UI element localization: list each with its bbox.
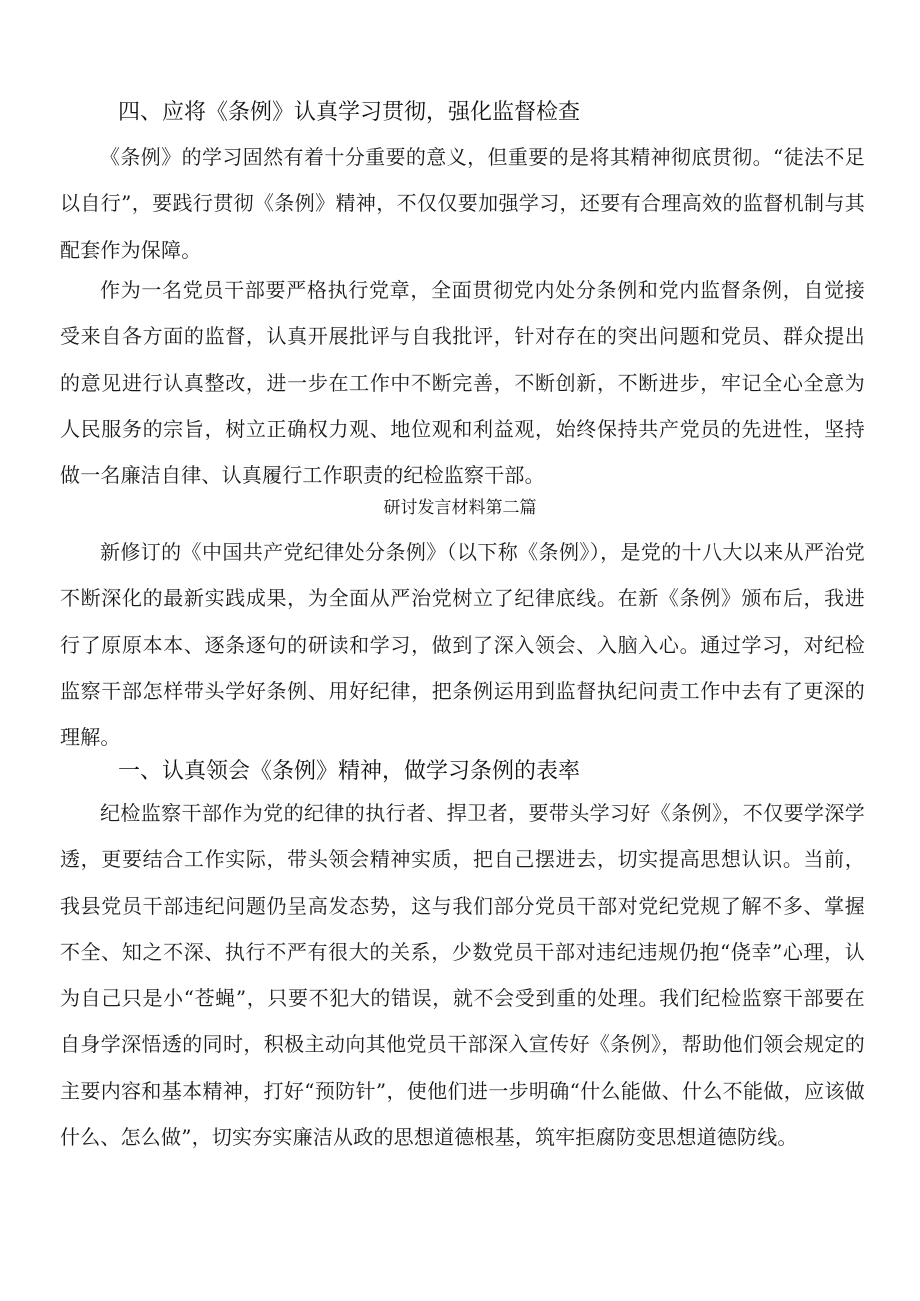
section-heading-4: 四、应将《条例》认真学习贯彻，强化监督检查 (118, 100, 581, 125)
article-title: 研讨发言材料第二篇 (383, 498, 537, 518)
paragraph-1-body: 纪检监察干部作为党的纪律的执行者、捍卫者，要带头学习好《条例》，不仅要学深学透，更要结合工作实际，带头领会精神实质，把自己摆进去，切实提高思想认识。当前，我县党员干部违纪问题仍呈高发态势，这与我们部分党员干部对党纪党规了解不多、掌握不全、知之不深、执行不严有很大的关系，少数党员干部对违纪违规仍抱“侥幸”心理，认为自己只是小“苍蝇”，只要不犯大的错误，就不会受到重的处理。我们纪检监察干部要在自身学深悟透的同时，积极主动向其他党员干部深入宣传好《条例》，帮助他们领会规定的主要内容和基本精神，打好“预防针”，使他们进一步明确“什么能做、什么不能做，应该做什么、怎么做”，切实夯实廉洁从政的思想道德根基，筑牢拒腐防变思想道德防线。 (60, 801, 865, 1150)
paragraph-4-2: 作为一名党员干部要严格执行党章，全面贯彻党内处分条例和党内监督条例，自觉接受来自各方面的监督，认真开展批评与自我批评，针对存在的突出问题和党员、群众提出的意见进行认真整改，进一步在工作中不断完善，不断创新，不断进步，牢记全心全意为人民服务的宗旨，树立正确权力观、地位观和利益观，始终保持共产党员的先进性，坚持做一名廉洁自律、认真履行工作职责的纪检监察干部。 (60, 278, 865, 488)
paragraph-4-1: 《条例》的学习固然有着十分重要的意义，但重要的是将其精神彻底贯彻。“徒法不足以自行”，要践行贯彻《条例》精神，不仅仅要加强学习，还要有合理高效的监督机制与其配套作为保障。 (60, 145, 865, 262)
paragraph-intro: 新修订的《中国共产党纪律处分条例》（以下称《条例》），是党的十八大以来从严治党不断深化的最新实践成果，为全面从严治党树立了纪律底线。在新《条例》颁布后，我进行了原原本本、逐条逐句的研读和学习，做到了深入领会、入脑入心。通过学习，对纪检监察干部怎样带头学好条例、用好纪律，把条例运用到监督执纪问责工作中去有了更深的理解。 (60, 540, 865, 750)
section-heading-1: 一、认真领会《条例》精神，做学习条例的表率 (118, 759, 581, 784)
